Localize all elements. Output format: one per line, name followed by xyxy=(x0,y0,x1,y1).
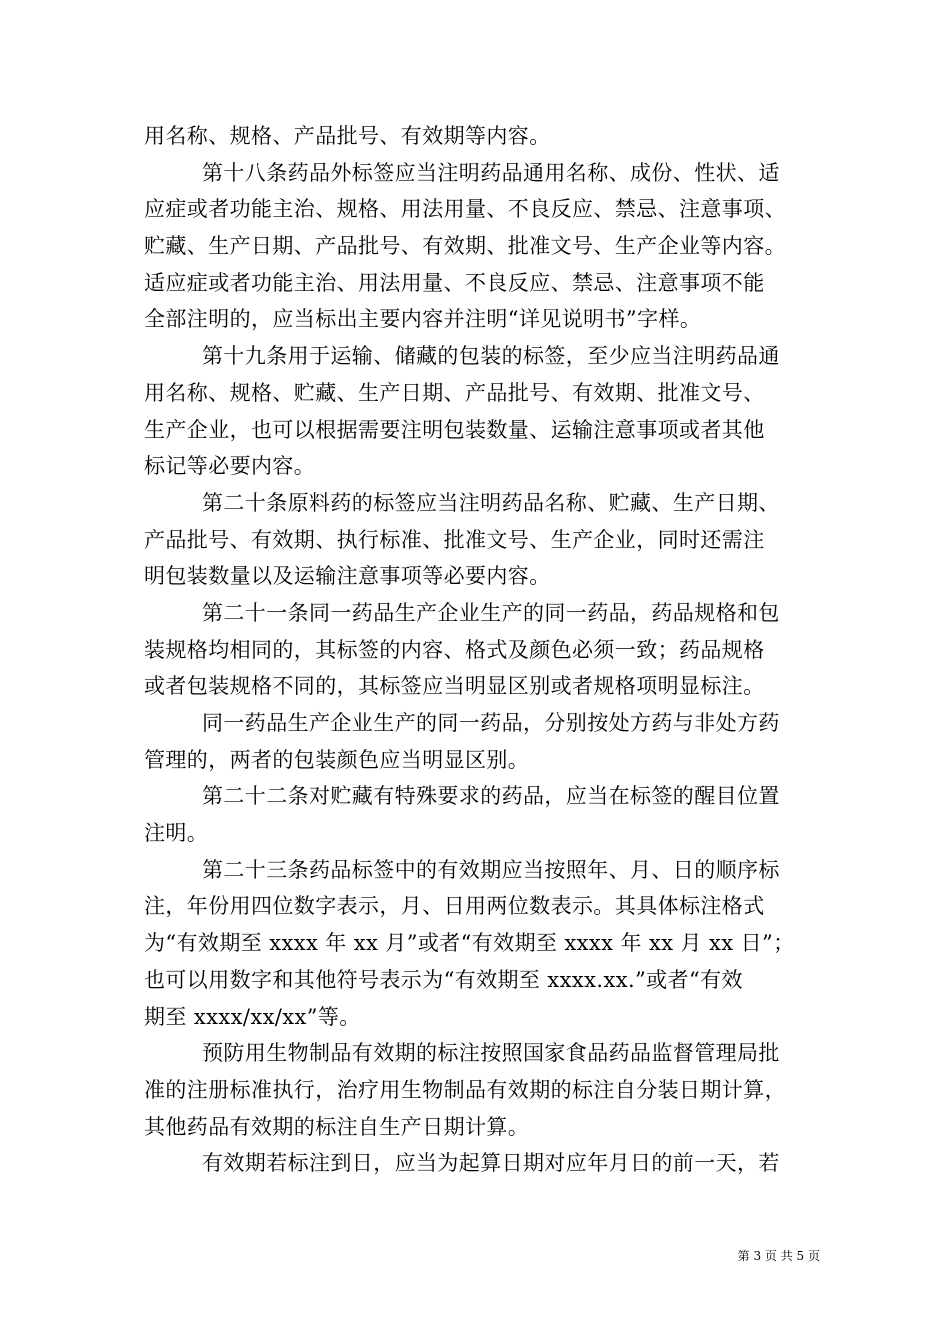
text-line: 管理的，两者的包装颜色应当明显区别。 xyxy=(144,747,530,772)
document-body xyxy=(144,118,814,1182)
text-line: 第十八条药品外标签应当注明药品通用名称、成份、性状、适 xyxy=(202,160,780,185)
text-line: 适应症或者功能主治、用法用量、不良反应、禁忌、注意事项不能 xyxy=(144,270,765,295)
text-line: 或者包装规格不同的，其标签应当明显区别或者规格项明显标注。 xyxy=(144,674,765,699)
text-line: 装规格均相同的，其标签的内容、格式及颜色必须一致；药品规格 xyxy=(144,637,765,662)
text-line: 第十九条用于运输、储藏的包装的标签，至少应当注明药品通 xyxy=(202,344,780,369)
text-line: 生产企业，也可以根据需要注明包装数量、运输注意事项或者其他 xyxy=(144,417,765,442)
text-line: 用名称、规格、产品批号、有效期等内容。 xyxy=(144,124,551,148)
page-number: 第 3 页 共 5 页 xyxy=(737,1249,820,1263)
text-line: 注明。 xyxy=(144,821,209,846)
text-line: 第二十二条对贮藏有特殊要求的药品，应当在标签的醒目位置 xyxy=(202,784,780,809)
text-line: 应症或者功能主治、规格、用法用量、不良反应、禁忌、注意事项、 xyxy=(144,197,786,222)
text-line: 贮藏、生产日期、产品批号、有效期、批准文号、生产企业等内容。 xyxy=(144,234,786,259)
text-line: 第二十一条同一药品生产企业生产的同一药品，药品规格和包 xyxy=(202,600,780,625)
text-line: 同一药品生产企业生产的同一药品，分别按处方药与非处方药 xyxy=(202,711,780,735)
text-line: 也可以用数字和其他符号表示为“有效期至 xxxx.xx.”或者“有效 xyxy=(144,967,743,992)
text-line: 期至 xxxx/xx/xx”等。 xyxy=(144,1004,361,1029)
text-line: 第二十条原料药的标签应当注明药品名称、贮藏、生产日期、 xyxy=(202,490,780,515)
text-line: 预防用生物制品有效期的标注按照国家食品药品监督管理局批 xyxy=(202,1041,780,1066)
text-line: 为“有效期至 xxxx 年 xx 月”或者“有效期至 xxxx 年 xx 月 xx 日”； xyxy=(144,931,795,956)
text-line: 标记等必要内容。 xyxy=(144,454,316,479)
text-line: 产品批号、有效期、执行标准、批准文号、生产企业，同时还需注 xyxy=(144,527,765,552)
text-line: 用名称、规格、贮藏、生产日期、产品批号、有效期、批准文号、 xyxy=(144,380,765,405)
text-line: 准的注册标准执行，治疗用生物制品有效期的标注自分装日期计算， xyxy=(144,1077,786,1102)
text-line: 第二十三条药品标签中的有效期应当按照年、月、日的顺序标 xyxy=(202,857,780,882)
text-line: 全部注明的，应当标出主要内容并注明“详见说明书”字样。 xyxy=(144,307,702,332)
text-line: 注，年份用四位数字表示，月、日用两位数表示。其具体标注格式 xyxy=(144,894,765,919)
text-line: 有效期若标注到日，应当为起算日期对应年月日的前一天，若 xyxy=(202,1151,780,1176)
text-line: 明包装数量以及运输注意事项等必要内容。 xyxy=(144,564,551,589)
text-line: 其他药品有效期的标注自生产日期计算。 xyxy=(144,1114,530,1139)
